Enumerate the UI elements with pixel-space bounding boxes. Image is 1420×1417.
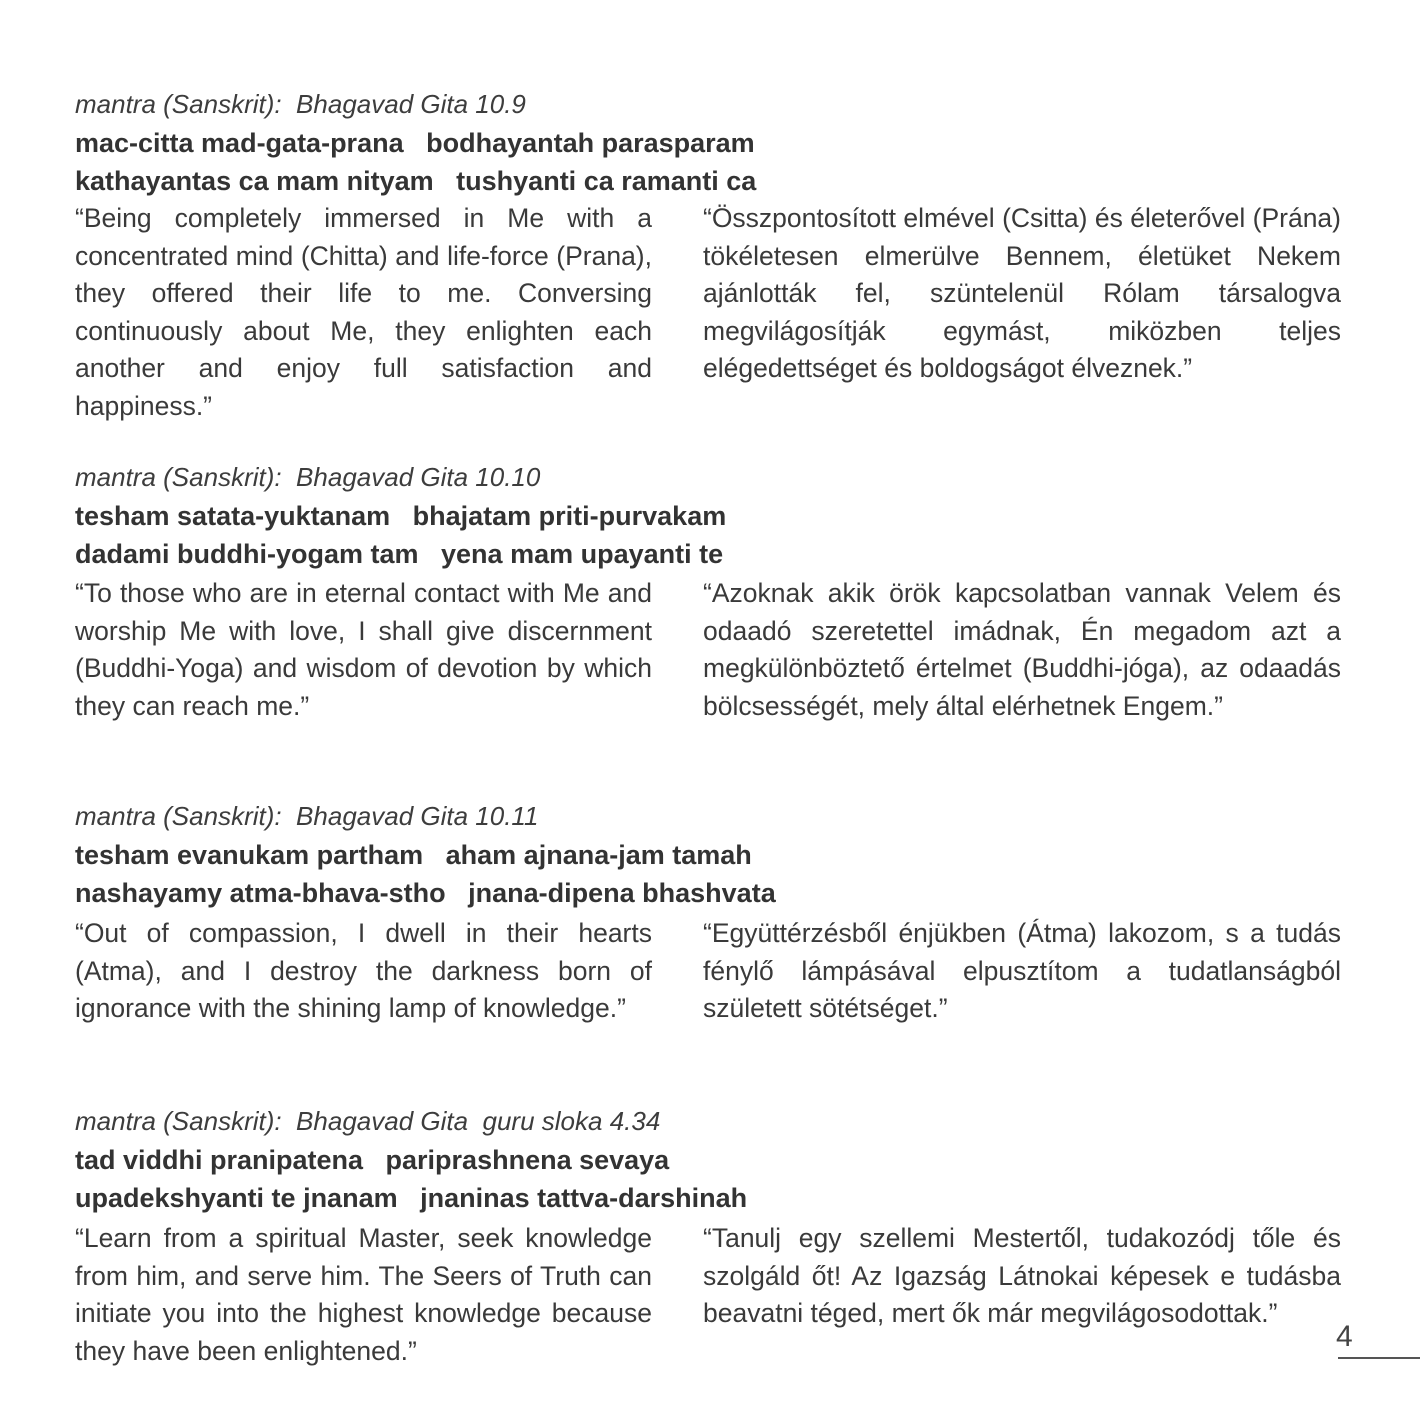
mantra-line: nashayamy atma-bhava-stho jnana-dipena bhashvata	[75, 878, 776, 908]
hungarian-translation: “Azoknak akik örök kapcsolatban vannak Velem és odaadó szeretettel imádnak, Én megadom azt a megkülönböztető értelmet (Buddhi-jóga), az odaadás bölcsességét, mely által elérhetnek Engem.”	[703, 578, 1341, 721]
mantra-line: mac-citta mad-gata-prana bodhayantah parasparam	[75, 128, 755, 158]
english-translation: “To those who are in eternal contact with Me and worship Me with love, I shall give discernment (Buddhi-Yoga) and wisdom of devotion by which they can reach me.”	[75, 578, 652, 721]
mantra-line: upadekshyanti te jnanam jnaninas tattva-darshinah	[75, 1183, 748, 1213]
verse-heading: mantra (Sanskrit): Bhagavad Gita 10.11	[75, 801, 539, 831]
verse-section-10-9	[75, 88, 1341, 426]
hungarian-translation: “Tanulj egy szellemi Mestertől, tudakozódj tőle és szolgáld őt! Az Igazság Látnokai képesek e tudásba beavatni téged, mert ők már megvilágosodottak.”	[703, 1223, 1341, 1329]
english-translation: “Being completely immersed in Me with a concentrated mind (Chitta) and life-force (Prana), they offered their life to me. Conversing continuously about Me, they enlighten each another and enjoy full satisfaction and happiness.”	[75, 203, 652, 421]
hungarian-translation: “Összpontosított elmével (Csitta) és életerővel (Prána) tökéletesen elmerülve Bennem, életüket Nekem ajánlották fel, szüntelenül Rólam társalogva megvilágosítják egymást, miközben teljes elégedettséget és boldogságot élveznek.”	[703, 203, 1341, 384]
verse-section-10-11	[75, 800, 1341, 1028]
english-translation: “Out of compassion, I dwell in their hearts (Atma), and I destroy the darkness born of ignorance with the shining lamp of knowledge.”	[75, 918, 652, 1024]
translation-columns	[75, 915, 1341, 1028]
verse-section-10-10	[75, 461, 1341, 725]
english-translation: “Learn from a spiritual Master, seek knowledge from him, and serve him. The Seers of Truth can initiate you into the highest knowledge because they have been enlightened.”	[75, 1223, 652, 1366]
translation-columns	[75, 575, 1341, 725]
translation-columns	[75, 200, 1341, 426]
verse-heading: mantra (Sanskrit): Bhagavad Gita 10.9	[75, 89, 526, 119]
mantra-line: dadami buddhi-yogam tam yena mam upayanti te	[75, 539, 724, 569]
page-number: 4	[1336, 1320, 1353, 1353]
verse-heading: mantra (Sanskrit): Bhagavad Gita guru sloka 4.34	[75, 1106, 661, 1136]
verse-section-guru-sloka-4-34	[75, 1105, 1341, 1370]
hungarian-translation: “Együttérzésből énjükben (Átma) lakozom, s a tudás fénylő lámpásával elpusztítom a tudatlanságból született sötétséget.”	[703, 918, 1341, 1024]
mantra-line: tesham satata-yuktanam bhajatam priti-purvakam	[75, 501, 727, 531]
mantra-line: kathayantas ca mam nityam tushyanti ca ramanti ca	[75, 166, 757, 196]
translation-columns	[75, 1220, 1341, 1370]
mantra-line: tad viddhi pranipatena pariprashnena sevaya	[75, 1145, 670, 1175]
page-number-rule	[1338, 1357, 1420, 1359]
verse-heading: mantra (Sanskrit): Bhagavad Gita 10.10	[75, 462, 541, 492]
mantra-line: tesham evanukam partham aham ajnana-jam tamah	[75, 840, 752, 870]
